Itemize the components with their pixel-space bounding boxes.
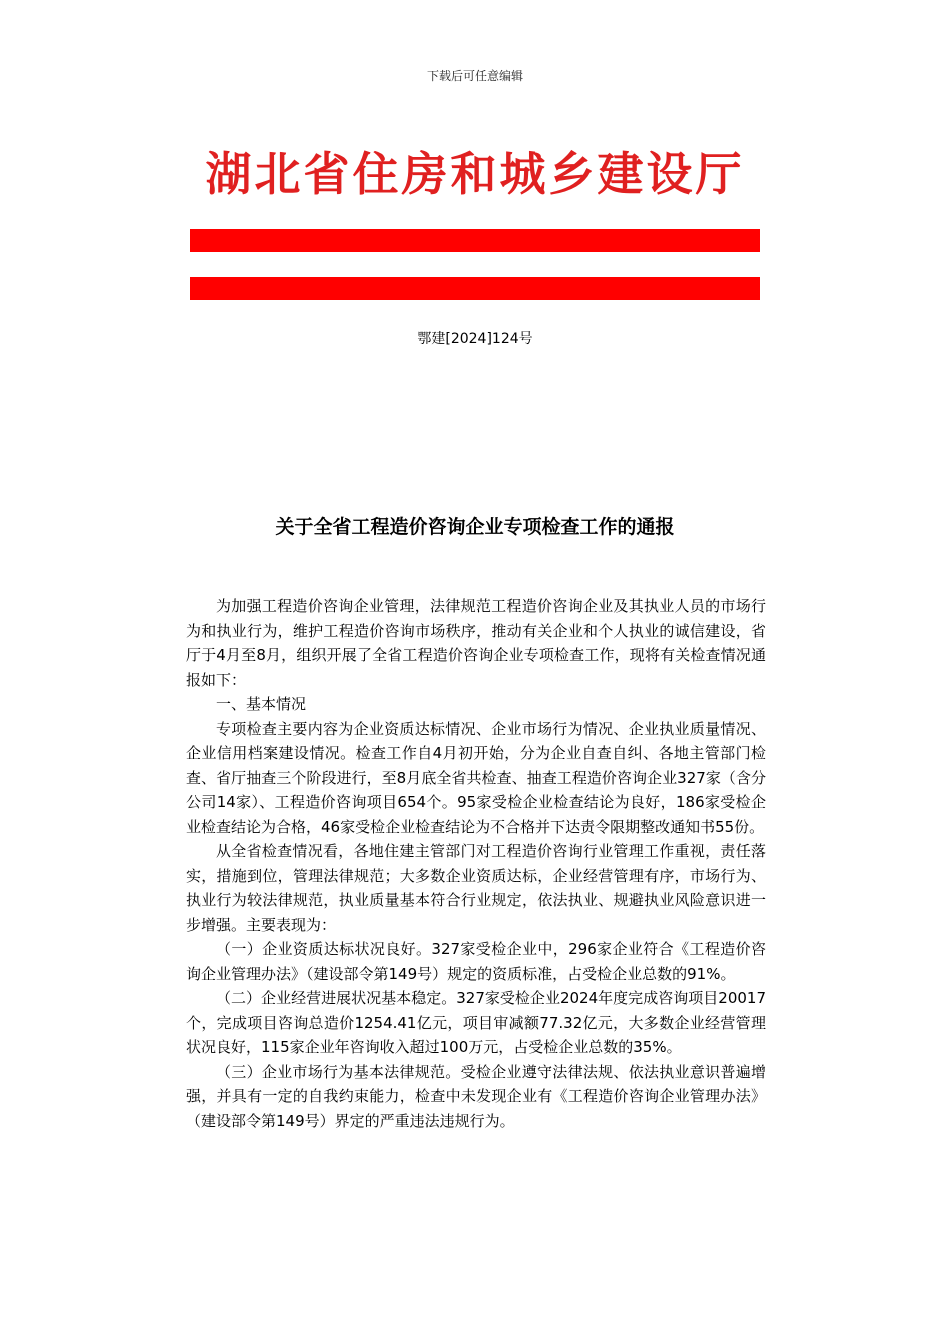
red-rule-bottom	[190, 277, 760, 300]
paragraph-point-2: （二）企业经营进展状况基本稳定。327家受检企业2024年度完成咨询项目20017个，完成项目咨询总造价1254.41亿元，项目审减额77.32亿元，大多数企业经营管理状况良好，115家企业年咨询收入超过100万元，占受检企业总数的35%。	[186, 989, 766, 1056]
paragraph-overall-assessment: 从全省检查情况看，各地住建主管部门对工程造价咨询行业管理工作重视，责任落实，措施到位，管理法律规范；大多数企业资质达标，企业经营管理有序，市场行为、执业行为较法律规范，执业质量基本符合行业规定，依法执业、规避执业风险意识进一步增强。主要表现为：	[186, 842, 766, 934]
section-heading-basic-situation: 一、基本情况	[216, 695, 307, 713]
paragraph-point-3: （三）企业市场行为基本法律规范。受检企业遵守法律法规、依法执业意识普遍增强，并具有一定的自我约束能力，检查中未发现企业有《工程造价咨询企业管理办法》（建设部令第149号）界定的严重违法违规行为。	[186, 1062, 766, 1130]
agency-title: 湖北省住房和城乡建设厅	[205, 147, 745, 201]
header-note: 下载后可任意编辑	[426, 69, 523, 83]
document-title: 关于全省工程造价咨询企业专项检查工作的通报	[275, 516, 675, 538]
document-body	[186, 594, 766, 1133]
paragraph-intro: 为加强工程造价咨询企业管理，法律规范工程造价咨询企业及其执业人员的市场行为和执业行为，维护工程造价咨询市场秩序，推动有关企业和个人执业的诚信建设，省厅于4月至8月，组织开展了全省工程造价咨询企业专项检查工作，现将有关检查情况通报如下：	[186, 597, 766, 689]
document-number: 鄂建[2024]124号	[417, 331, 533, 347]
red-rule-top	[190, 229, 760, 252]
paragraph-inspection-overview: 专项检查主要内容为企业资质达标情况、企业市场行为情况、企业执业质量情况、企业信用档案建设情况。检查工作自4月初开始，分为企业自查自纠、各地主管部门检查、省厅抽查三个阶段进行，至8月底全省共检查、抽查工程造价咨询企业327家（含分公司14家）、工程造价咨询项目654个。95家受检企业检查结论为良好，186家受检企业检查结论为合格，46家受检企业检查结论为不合格并下达责令限期整改通知书55份。	[186, 719, 766, 836]
paragraph-point-1: （一）企业资质达标状况良好。327家受检企业中，296家企业符合《工程造价咨询企业管理办法》（建设部令第149号）规定的资质标准，占受检企业总数的91%。	[186, 940, 766, 983]
